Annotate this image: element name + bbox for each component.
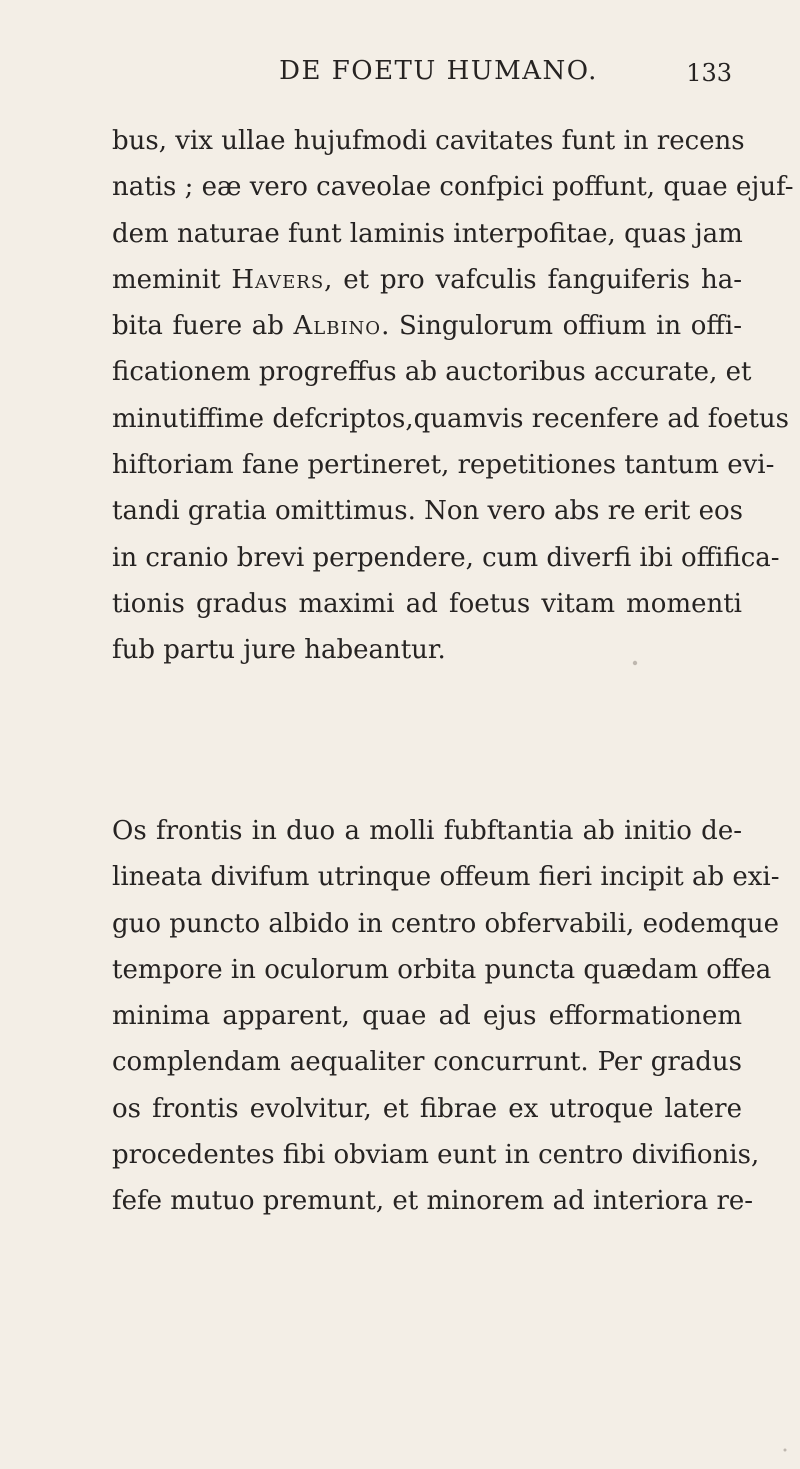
text-segment: minima apparent, quae ad ejus efformationem	[112, 1001, 742, 1032]
text-segment: guo puncto albido in centro obfervabili, eodemque	[112, 908, 780, 939]
text-segment: fub partu jure habeantur.	[112, 635, 446, 666]
text-segment: fefe mutuo premunt, et minorem ad interiora re-	[112, 1186, 754, 1217]
text-segment: natis ; eæ vero caveolae confpici poffunt, quae ejuf-	[112, 172, 794, 203]
text-segment: procedentes fibi obviam eunt in centro divifionis,	[112, 1140, 760, 1171]
proper-name: Albino	[293, 311, 382, 342]
text-segment: Os frontis in duo a molli fubftantia ab initio de-	[112, 816, 742, 846]
text-segment: complendam aequaliter concurrunt. Per gradus	[112, 1047, 742, 1078]
text-segment: . Singulorum offium in offi-	[381, 311, 742, 342]
text-line	[112, 442, 775, 488]
running-title: DE FOETU HUMANO.	[279, 56, 598, 86]
text-line	[112, 854, 780, 900]
text-segment: in cranio brevi perpendere, cum diverfi ibi offifica-	[112, 542, 780, 573]
text-segment: , et pro vafculis fanguiferis ha-	[324, 264, 742, 295]
text-line	[112, 257, 742, 303]
text-line	[112, 581, 742, 627]
proper-name: Havers	[231, 264, 325, 295]
text-segment: bita fuere ab	[112, 311, 294, 342]
text-line	[112, 488, 742, 534]
text-line	[112, 1132, 760, 1178]
text-line	[112, 627, 742, 673]
text-line	[112, 993, 742, 1039]
text-segment: bus, vix ullae hujufmodi cavitates funt in recens	[112, 126, 745, 156]
text-segment: hiftoriam fane pertineret, repetitiones tantum evi-	[112, 450, 775, 481]
text-segment: minutiffime defcriptos,quamvis recenfere ad foetus	[112, 403, 789, 434]
running-head	[105, 55, 732, 99]
text-line	[112, 211, 742, 257]
paragraph-1	[112, 118, 794, 674]
text-segment: os frontis evolvitur, et fibrae ex utroque latere	[112, 1093, 742, 1124]
text-line	[112, 1178, 754, 1224]
text-line	[112, 349, 752, 395]
text-line	[112, 808, 742, 854]
text-line	[112, 164, 794, 210]
text-segment: tionis gradus maximi ad foetus vitam momenti	[112, 588, 742, 619]
text-segment: tandi gratia omittimus. Non vero abs re erit eos	[112, 496, 744, 527]
text-segment: dem naturae funt laminis interpofitae, quas jam	[112, 218, 743, 249]
text-line	[112, 396, 789, 442]
text-segment: meminit	[112, 264, 232, 295]
text-segment: lineata divifum utrinque offeum fieri incipit ab exi-	[112, 862, 780, 893]
paragraph-2	[112, 808, 780, 1225]
text-line	[112, 947, 772, 993]
text-segment: ficationem progreffus ab auctoribus accurate, et	[112, 357, 752, 388]
text-line	[112, 303, 742, 349]
text-line	[112, 1039, 742, 1085]
text-line	[112, 118, 745, 164]
text-line	[112, 535, 780, 581]
page-number: 133	[686, 59, 732, 87]
text-segment: tempore in oculorum orbita puncta quædam offea	[112, 954, 772, 985]
text-line	[112, 901, 780, 947]
text-line	[112, 1086, 742, 1132]
